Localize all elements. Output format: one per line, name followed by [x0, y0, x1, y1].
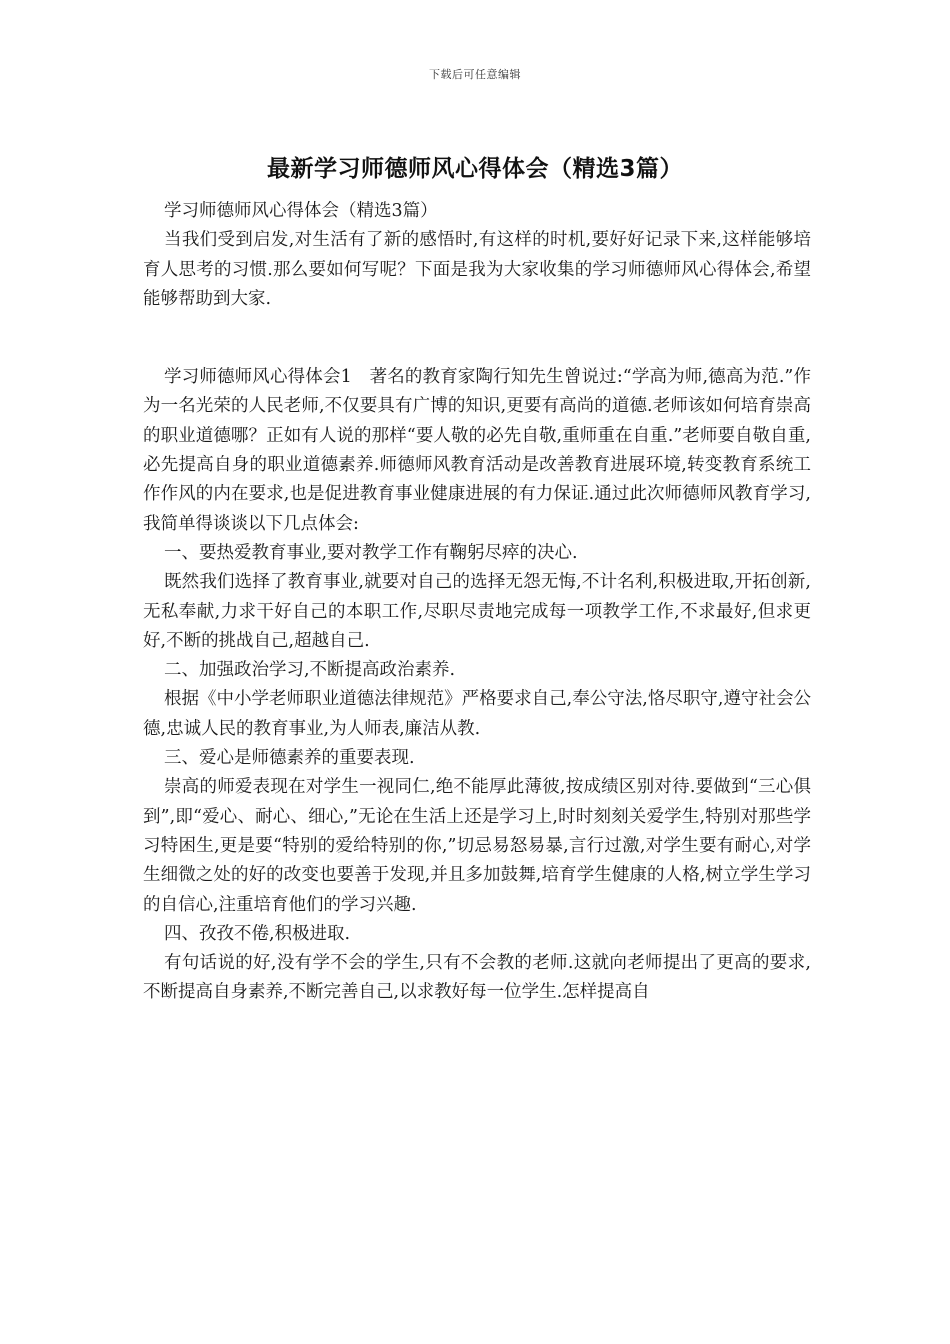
- point1-heading: 一、要热爱教育事业,要对教学工作有鞠躬尽瘁的决心.: [164, 542, 578, 563]
- point2-heading: 二、加强政治学习,不断提高政治素养.: [164, 660, 456, 681]
- point1-body: 既然我们选择了教育事业,就要对自己的选择无怨无悔,不计名利,积极进取,开拓创新,无私奉献,力求干好自己的本职工作,尽职尽责地完成每一项教学工作,不求最好,但求更好,不断的挑战自己,超越自己.: [143, 572, 811, 651]
- document-subtitle: 学习师德师风心得体会（精选3篇）: [164, 201, 438, 221]
- intro-paragraph: 当我们受到启发,对生活有了新的感悟时,有这样的时机,要好好记录下来,这样能够培育人思考的习惯.那么要如何写呢？下面是我为大家收集的学习师德师风心得体会,希望能够帮助到大家.: [143, 230, 811, 309]
- point3-body: 崇高的师爱表现在对学生一视同仁,绝不能厚此薄彼,按成绩区别对待.要做到“三心俱到”,即“爱心、耐心、细心,”无论在生活上还是学习上,时时刻刻关爱学生,特别对那些学习特困生,更是要“特别的爱给特别的你,”切忌易怒易暴,言行过激,对学生要有耐心,对学生细微之处的好的改变也要善于发现,并且多加鼓舞,培育学生健康的人格,树立学生学习的自信心,注重培育他们的学习兴趣.: [143, 777, 811, 915]
- section1-opening-paragraph: 学习师德师风心得体会1 著名的教育家陶行知先生曾说过:“学高为师,德高为范.”作为一名光荣的人民老师,不仅要具有广博的知识,更要有高尚的道德.老师该如何培育崇高的职业道德哪？正如有人说的那样“要人敬的必先自敬,重师重在自重.”老师要自敬自重,必先提高自身的职业道德素养.师德师风教育活动是改善教育进展环境,转变教育系统工作作风的内在要求,也是促进教育事业健康进展的有力保证.通过此次师德师风教育学习,我简单得谈谈以下几点体会:: [143, 367, 811, 534]
- document-body: [143, 197, 811, 1008]
- paragraph-spacer: [143, 314, 811, 363]
- point4-heading: 四、孜孜不倦,积极进取.: [164, 923, 351, 944]
- point2-body: 根据《中小学老师职业道德法律规范》严格要求自己,奉公守法,恪尽职守,遵守社会公德,忠诚人民的教育事业,为人师表,廉洁从教.: [143, 689, 811, 739]
- point3-heading: 三、爱心是师德素养的重要表现.: [164, 748, 415, 769]
- header-note: 下载后可任意编辑: [429, 68, 521, 81]
- point4-body: 有句话说的好,没有学不会的学生,只有不会教的老师.这就向老师提出了更高的要求,不断提高自身素养,不断完善自己,以求教好每一位学生.怎样提高自: [143, 953, 811, 1003]
- document-title: 最新学习师德师风心得体会（精选3篇）: [266, 156, 683, 182]
